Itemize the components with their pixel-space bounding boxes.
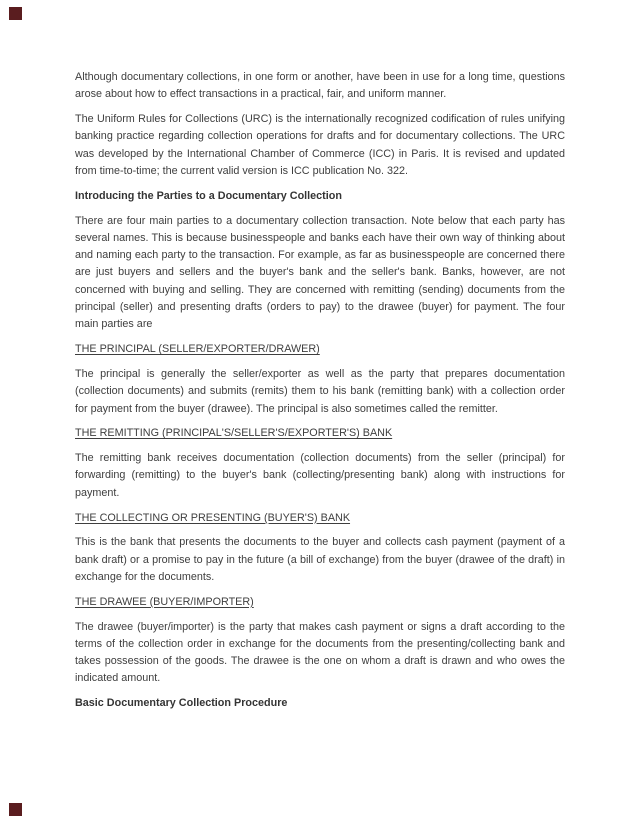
corner-marker-bottom-icon (9, 803, 22, 816)
heading-the-collecting-bank: THE COLLECTING OR PRESENTING (BUYER'S) BANK (75, 511, 351, 524)
heading-the-remitting-bank: THE REMITTING (PRINCIPAL'S/SELLER'S/EXPORTER'S) BANK (75, 427, 393, 440)
paragraph-four-main-parties: There are four main parties to a documentary collection transaction. Note below that each party has several names. This is because businesspeople and banks each have their own way of thinking about and naming each party to the transaction. For example, as far as businesspeople are concerned there are just buyers and sellers and the buyer's bank and the seller's bank. Banks, however, are not concerned with buying and selling. They are concerned with remitting (sending) documents from the principal (seller) and presenting drafts (orders to pay) to the drawee (buyer) for payment. The four main parties are (75, 214, 565, 331)
corner-marker-top-icon (9, 7, 22, 20)
paragraph-principal-description: The principal is generally the seller/exporter as well as the party that prepares documentation (collection documents) and submits (remits) them to his bank (remitting bank) with a collection order for payment from the buyer (drawee). The principal is also sometimes called the remitter. (75, 367, 565, 415)
paragraph-intro-questions: Although documentary collections, in one form or another, have been in use for a long time, questions arose about how to effect transactions in a practical, fair, and uniform manner. (75, 71, 565, 101)
heading-the-drawee: THE DRAWEE (BUYER/IMPORTER) (75, 595, 254, 608)
heading-the-principal: THE PRINCIPAL (SELLER/EXPORTER/DRAWER) (75, 343, 320, 356)
paragraph-urc-rules: The Uniform Rules for Collections (URC) is the internationally recognized codification of rules unifying banking practice regarding collection operations for drafts and for documentary collections. The URC was developed by the International Chamber of Commerce (ICC) in Paris. It is revised and updated from time-to-time; the current valid version is ICC publication No. 322. (75, 113, 565, 177)
paragraph-remitting-bank-description: The remitting bank receives documentation (collection documents) from the seller (principal) for forwarding (remitting) to the buyer's bank (collecting/presenting bank) along with instructions for payment. (75, 452, 565, 499)
document-body (75, 69, 565, 720)
paragraph-drawee-description: The drawee (buyer/importer) is the party that makes cash payment or signs a draft according to the terms of the collection order in exchange for the documents from the presenting/collecting bank and takes possession of the goods. The drawee is the one on whom a draft is drawn and who owes the indicated amount. (75, 620, 565, 685)
heading-basic-procedure: Basic Documentary Collection Procedure (75, 697, 288, 710)
paragraph-collecting-bank-description: This is the bank that presents the documents to the buyer and collects cash payment (payment of a bank draft) or a promise to pay in the future (a bill of exchange) from the buyer (drawee of the draft) in exchange for the documents. (75, 536, 565, 583)
heading-introducing-parties: Introducing the Parties to a Documentary Collection (75, 189, 342, 202)
